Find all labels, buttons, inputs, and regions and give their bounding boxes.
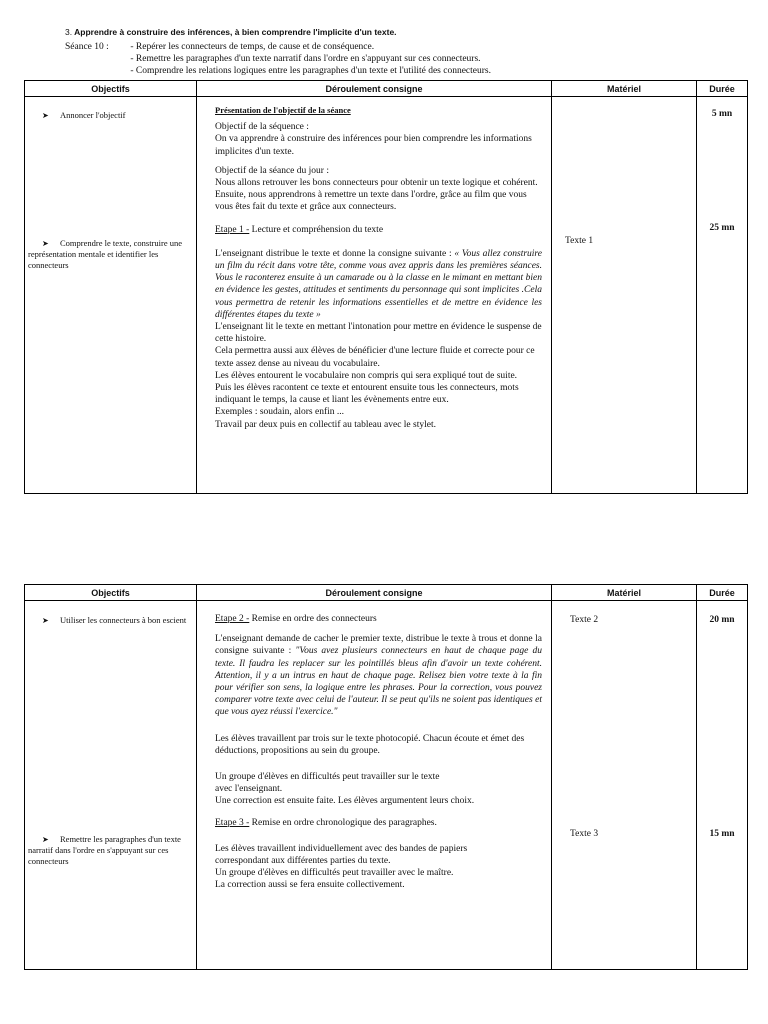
etape-3-line: Un groupe d'élèves en difficultés peut travailler avec le maître. (215, 868, 454, 879)
arrow-bullet-icon: ➤ (42, 616, 49, 625)
duree-cell (697, 97, 748, 494)
deroulement-cell (197, 601, 552, 970)
lesson-table-2 (24, 584, 748, 970)
etape-2-line: avec l'enseignant. (215, 784, 283, 795)
table-row (25, 97, 748, 494)
etape-3-line: La correction aussi se fera ensuite collectivement. (215, 880, 405, 891)
col-header-duree: Durée (697, 585, 748, 601)
presentation-title: Présentation de l'objectif de la séance (215, 105, 351, 115)
etape-2-line: Un groupe d'élèves en difficultés peut travailler sur le texte (215, 772, 440, 783)
col-header-deroulement: Déroulement consigne (197, 585, 552, 601)
lesson-title (65, 27, 397, 37)
day-objective: Objectif de la séance du jour : Nous allons retrouver les bons connecteurs pour obtenir un texte logique et cohérent. Ensuite, nous apprendrons à remettre un texte dans l'ordre, grâce au film que vous vous êtes fait du texte et grâce aux connecteurs. (215, 165, 538, 213)
etape-2-heading: Etape 2 - Remise en ordre des connecteurs (215, 614, 377, 624)
col-header-deroulement: Déroulement consigne (197, 81, 552, 97)
materiel-item: Texte 2 (570, 615, 599, 625)
duree-item: 20 mn (709, 615, 735, 625)
objective-item: ➤ Comprendre le texte, construire une représentation mentale et identifier les connecteurs (28, 238, 183, 270)
arrow-bullet-icon: ➤ (42, 835, 49, 844)
objective-item: ➤ Remettre les paragraphes d'un texte narratif dans l'ordre en s'appuyant sur ces connecteurs (28, 834, 181, 866)
etape-1-heading: Etape 1 - Lecture et compréhension du texte (215, 224, 384, 235)
duree-item: 5 mn (711, 109, 733, 119)
col-header-duree: Durée (697, 81, 748, 97)
col-header-objectifs: Objectifs (25, 585, 197, 601)
etape-2-group-work: Les élèves travaillent par trois sur le texte photocopié. Chacun écoute et émet des déductions, propositions au sein du groupe. (215, 733, 525, 756)
col-header-objectifs: Objectifs (25, 81, 197, 97)
etape-1-line: Puis les élèves racontent ce texte et entourent ensuite tous les connecteurs, mots indiquant le temps, la cause et liant les évènements entre eux. (215, 383, 519, 406)
etape-3-line: correspondant aux différentes parties du texte. (215, 856, 391, 867)
seance-label: Séance 10 : (65, 42, 109, 52)
etape-1-line: Travail par deux puis en collectif au tableau avec le stylet. (215, 419, 436, 430)
lesson-title-text: Apprendre à construire des inférences, à bien comprendre l'implicite d'un texte. (74, 27, 397, 37)
duree-item: 15 mn (709, 829, 735, 839)
objectives-cell (25, 97, 197, 494)
col-header-materiel: Matériel (552, 585, 697, 601)
col-header-materiel: Matériel (552, 81, 697, 97)
etape-1-consigne: L'enseignant distribue le texte et donne la consigne suivante : « Vous allez construire un film du récit dans votre tête, comme vous avez appris dans les premières séances. Vous le raconterez ensuite à un camarade ou à la classe en le mimant en mettant bien en évidence les gestes, attitudes et sentiments du personnage qui sont implicites .Cela vous permettra de retenir les informations essentielles et de mettre en évidence les différentes étapes du texte » (215, 248, 542, 320)
table-header-row (25, 585, 748, 601)
materiel-cell (552, 601, 697, 970)
duree-item: 25 mn (709, 223, 735, 233)
table-header-row (25, 81, 748, 97)
objectives-cell (25, 601, 197, 970)
seance-goal: - Remettre les paragraphes d'un texte narratif dans l'ordre en s'appuyant sur ces connecteurs. (130, 54, 481, 64)
etape-1-line: Exemples : soudain, alors enfin ... (215, 407, 345, 418)
etape-1-line: Cela permettra aussi aux élèves de bénéficier d'une lecture fluide et correcte pour ce texte assez dense au niveau du vocabulaire. (215, 346, 535, 369)
etape-3-line: Les élèves travaillent individuellement avec des bandes de papiers (215, 843, 468, 854)
etape-2-line: Une correction est ensuite faite. Les élèves argumentent leurs choix. (215, 796, 475, 807)
sequence-objective: Objectif de la séquence : On va apprendre à construire des inférences pour bien comprendre les informations implicites d'un texte. (215, 122, 532, 157)
objective-item: ➤ Annoncer l'objectif (28, 110, 189, 121)
seance-goals (130, 41, 491, 77)
arrow-bullet-icon: ➤ (42, 111, 49, 120)
etape-2-consigne: L'enseignant demande de cacher le premier texte, distribue le texte à trous et donne la consigne suivante : "Vous avez plusieurs connecteurs en haut de chaque page du texte. Il faudra les replacer sur les pointillés bleus afin d'avoir un texte cohérent. Attention, il y a un intrus en haut de chaque page. Relisez bien votre texte à la fin pour vérifier son sens, la logique entre les phrases. Pour la correction, vous pouvez comparer votre texte avec celui de l'auteur. Il se peut qu'ils ne soient pas identiques et que vous ayez réussi l'exercice." (215, 634, 542, 718)
table-row (25, 601, 748, 970)
etape-3-heading: Etape 3 - Remise en ordre chronologique des paragraphes. (215, 817, 437, 828)
materiel-item: Texte 3 (570, 829, 599, 839)
etape-1-line: L'enseignant lit le texte en mettant l'intonation pour mettre en évidence le suspense de cette histoire. (215, 322, 542, 345)
seance-goal: - Repérer les connecteurs de temps, de cause et de conséquence. (130, 42, 375, 52)
etape-1-line: Les élèves entourent le vocabulaire non compris qui sera expliqué tout de suite. (215, 370, 518, 381)
arrow-bullet-icon: ➤ (42, 239, 49, 248)
materiel-item: Texte 1 (565, 236, 594, 246)
duree-cell (697, 601, 748, 970)
lesson-table-1 (24, 80, 748, 494)
lesson-number: 3. (65, 27, 73, 37)
seance-header (65, 41, 491, 77)
objective-item: ➤ Utiliser les connecteurs à bon escient (28, 615, 189, 626)
materiel-cell (552, 97, 697, 494)
seance-goal: - Comprendre les relations logiques entre les paragraphes d'un texte et l'utilité des connecteurs. (130, 66, 491, 76)
deroulement-cell (197, 97, 552, 494)
